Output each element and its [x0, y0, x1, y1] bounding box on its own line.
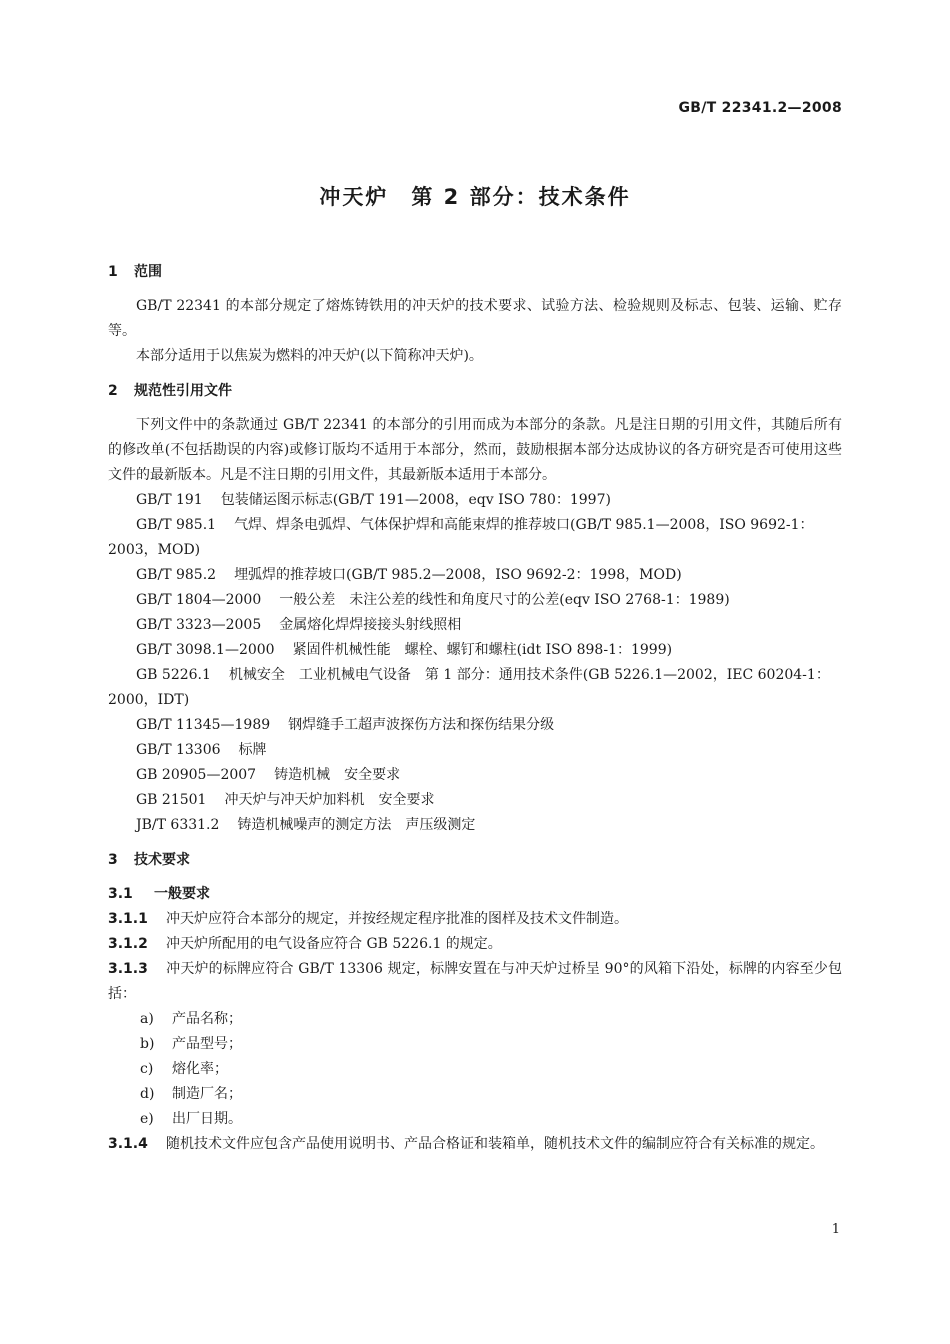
standard-code: GB/T 22341.2—2008 — [678, 100, 842, 116]
section-title: 技术要求 — [134, 852, 190, 868]
list-item — [108, 1107, 842, 1132]
section-number: 3 — [108, 852, 118, 868]
clause-3-1-4 — [108, 1132, 842, 1157]
reference-title: 包装储运图示标志(GB/T 191—2008，eqv ISO 780：1997) — [220, 492, 611, 508]
clause-text: 冲天炉的标牌应符合 GB/T 13306 规定，标牌安置在与冲天炉过桥呈 90°的风箱下沿处，标牌的内容至少包括： — [108, 961, 842, 1002]
list-marker: b) — [140, 1036, 155, 1052]
reference-title: 铸造机械 安全要求 — [274, 767, 401, 783]
subsection-title: 一般要求 — [154, 886, 210, 902]
clause-number: 3.1.1 — [108, 911, 148, 927]
reference-title: 铸造机械噪声的测定方法 声压级测定 — [237, 817, 476, 833]
reference-code: GB 21501 — [136, 792, 207, 808]
page-number: 1 — [831, 1222, 840, 1237]
reference-code: GB 20905—2007 — [136, 767, 257, 783]
clause-number: 3.1.2 — [108, 936, 148, 952]
reference-entry — [108, 788, 842, 813]
reference-code: GB/T 191 — [136, 492, 203, 508]
subsection-heading-general-requirements — [108, 882, 842, 907]
reference-code: GB/T 3323—2005 — [136, 617, 262, 633]
list-item — [108, 1032, 842, 1057]
list-text: 出厂日期。 — [172, 1111, 242, 1127]
clause-text: 冲天炉所配用的电气设备应符合 GB 5226.1 的规定。 — [166, 936, 502, 952]
clause-3-1-1 — [108, 907, 842, 932]
list-item — [108, 1057, 842, 1082]
subsection-number: 3.1 — [108, 886, 133, 902]
reference-entry — [108, 488, 842, 513]
reference-entry — [108, 613, 842, 638]
reference-entry — [108, 813, 842, 838]
reference-code: GB/T 985.1 — [136, 517, 217, 533]
reference-title: 机械安全 工业机械电气设备 第 1 部分：通用技术条件(GB 5226.1—2002，IEC 60204-1：2000，IDT) — [108, 667, 830, 708]
reference-title: 钢焊缝手工超声波探伤方法和探伤结果分级 — [288, 717, 555, 733]
reference-entry — [108, 738, 842, 763]
reference-code: GB/T 3098.1—2000 — [136, 642, 275, 658]
list-marker: c) — [140, 1061, 154, 1077]
clause-number: 3.1.3 — [108, 961, 148, 977]
reference-entry — [108, 513, 842, 563]
reference-code: JB/T 6331.2 — [136, 817, 220, 833]
reference-title: 埋弧焊的推荐坡口(GB/T 985.2—2008，ISO 9692-2：1998，MOD) — [234, 567, 682, 583]
section-heading-normative-references — [108, 379, 842, 403]
reference-code: GB 5226.1 — [136, 667, 211, 683]
list-text: 制造厂名； — [172, 1086, 242, 1102]
reference-entry — [108, 588, 842, 613]
document-body — [108, 260, 842, 1157]
reference-title: 标牌 — [238, 742, 267, 758]
reference-code: GB/T 11345—1989 — [136, 717, 271, 733]
paragraph: 下列文件中的条款通过 GB/T 22341 的本部分的引用而成为本部分的条款。凡是注日期的引用文件，其随后所有的修改单(不包括勘误的内容)或修订版均不适用于本部分，然而，鼓励根据本部分达成协议的各方研究是否可使用这些文件的最新版本。凡是不注日期的引用文件，其最新版本适用于本部分。 — [108, 417, 842, 483]
section-number: 1 — [108, 264, 118, 280]
reference-title: 紧固件机械性能 螺栓、螺钉和螺柱(idt ISO 898-1：1999) — [292, 642, 673, 658]
clause-3-1-2 — [108, 932, 842, 957]
reference-title: 冲天炉与冲天炉加料机 安全要求 — [224, 792, 435, 808]
clause-number: 3.1.4 — [108, 1136, 148, 1152]
reference-title: 金属熔化焊焊接接头射线照相 — [279, 617, 462, 633]
list-text: 产品名称； — [172, 1011, 242, 1027]
list-text: 产品型号； — [172, 1036, 242, 1052]
section-title: 范围 — [134, 264, 162, 280]
list-marker: d) — [140, 1086, 155, 1102]
reference-entry — [108, 638, 842, 663]
section-title: 规范性引用文件 — [134, 383, 232, 399]
document-title: 冲天炉 第 2 部分：技术条件 — [319, 185, 631, 209]
reference-entry — [108, 563, 842, 588]
list-marker: e) — [140, 1111, 154, 1127]
section-number: 2 — [108, 383, 118, 399]
reference-entry — [108, 763, 842, 788]
reference-code: GB/T 13306 — [136, 742, 221, 758]
paragraph: 本部分适用于以焦炭为燃料的冲天炉(以下简称冲天炉)。 — [136, 348, 483, 364]
list-text: 熔化率； — [172, 1061, 228, 1077]
reference-code: GB/T 1804—2000 — [136, 592, 262, 608]
section-heading-scope — [108, 260, 842, 284]
list-item — [108, 1082, 842, 1107]
reference-entry — [108, 713, 842, 738]
reference-code: GB/T 985.2 — [136, 567, 217, 583]
clause-3-1-3 — [108, 957, 842, 1007]
list-item — [108, 1007, 842, 1032]
reference-entry — [108, 663, 842, 713]
section-heading-technical-requirements — [108, 848, 842, 872]
list-marker: a) — [140, 1011, 154, 1027]
clause-text: 随机技术文件应包含产品使用说明书、产品合格证和装箱单，随机技术文件的编制应符合有关标准的规定。 — [166, 1136, 824, 1152]
paragraph: GB/T 22341 的本部分规定了熔炼铸铁用的冲天炉的技术要求、试验方法、检验规则及标志、包装、运输、贮存等。 — [108, 298, 842, 339]
clause-text: 冲天炉应符合本部分的规定，并按经规定程序批准的图样及技术文件制造。 — [166, 911, 628, 927]
reference-title: 气焊、焊条电弧焊、气体保护焊和高能束焊的推荐坡口(GB/T 985.1—2008，ISO 9692-1：2003，MOD) — [108, 517, 814, 558]
reference-title: 一般公差 未注公差的线性和角度尺寸的公差(eqv ISO 2768-1：1989) — [279, 592, 730, 608]
